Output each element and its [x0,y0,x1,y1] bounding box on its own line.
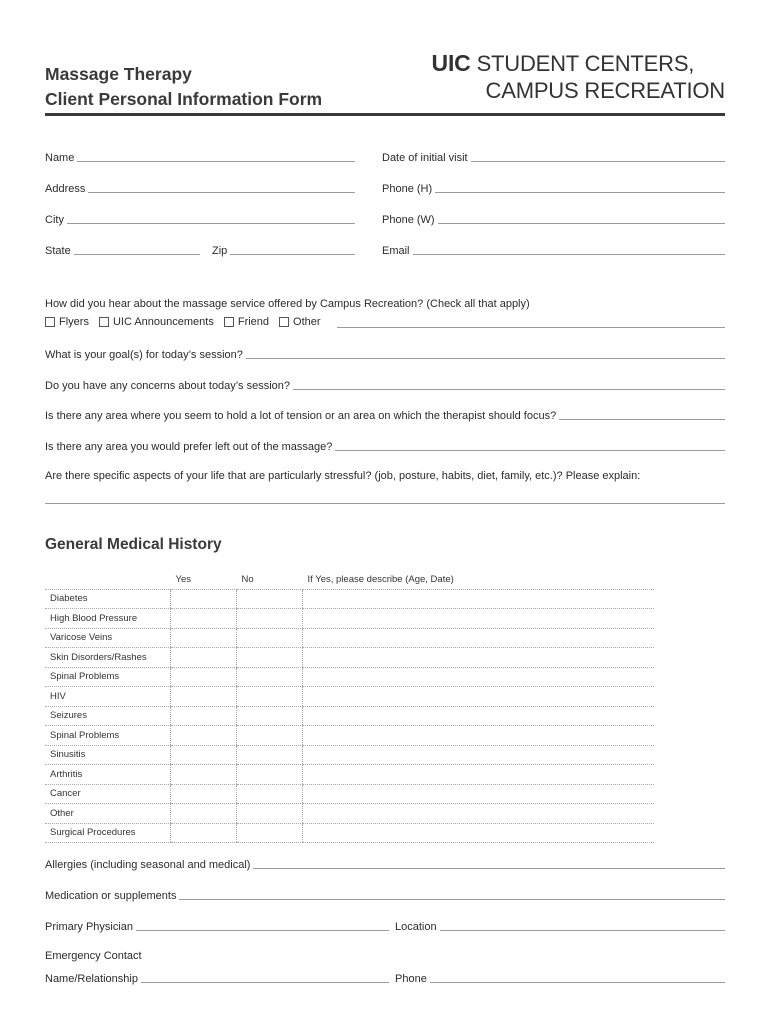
left-out-field[interactable] [45,439,725,453]
condition-cell: High Blood Pressure [45,609,171,629]
goals-line[interactable] [246,358,725,359]
goals-label: What is your goal(s) for today’s session? [45,349,243,361]
title-line-2: Client Personal Information Form [45,89,323,109]
city-label: City [45,214,64,226]
brand-logo [432,50,725,104]
form-title [45,62,322,112]
concerns-field[interactable] [45,378,725,392]
condition-cell: Sinusitis [45,745,171,765]
yes-cell[interactable] [171,745,237,765]
brand-uic: UIC [431,50,471,76]
no-cell[interactable] [237,765,303,785]
title-line-1: Massage Therapy [45,64,192,84]
emergency-phone-label: Phone [395,973,427,985]
no-cell[interactable] [237,745,303,765]
no-cell[interactable] [237,726,303,746]
no-cell[interactable] [237,687,303,707]
tension-line[interactable] [559,419,725,420]
table-row [45,628,654,648]
table-row [45,706,654,726]
concerns-line[interactable] [293,389,725,390]
option-label: UIC Announcements [112,316,214,328]
table-row [45,745,654,765]
stressful-answer-field[interactable] [45,492,725,506]
no-cell[interactable] [237,648,303,668]
goals-field[interactable] [45,347,725,361]
stressful-answer-line[interactable] [45,503,725,504]
state-label: State [45,245,71,257]
table-row [45,589,654,609]
medication-label: Medication or supplements [45,890,177,902]
phone-w-label: Phone (W) [382,214,435,226]
option-friend[interactable] [224,316,269,328]
condition-cell: HIV [45,687,171,707]
describe-cell[interactable] [303,589,655,609]
email-line[interactable] [413,254,725,255]
no-cell[interactable] [237,609,303,629]
physician-label: Primary Physician [45,921,134,933]
city-line[interactable] [67,223,355,224]
table-row [45,765,654,785]
checkbox-icon[interactable] [224,317,234,327]
no-cell[interactable] [237,667,303,687]
tension-field[interactable] [45,408,725,422]
checkbox-icon[interactable] [279,317,289,327]
describe-header: If Yes, please describe (Age, Date) [303,570,655,589]
table-row [45,609,654,629]
table-row [45,667,654,687]
condition-cell: Skin Disorders/Rashes [45,648,171,668]
describe-cell[interactable] [303,628,655,648]
table-row [45,823,654,843]
describe-cell[interactable] [303,745,655,765]
condition-cell: Arthritis [45,765,171,785]
location-label: Location [395,921,437,933]
describe-cell[interactable] [303,823,655,843]
tension-label: Is there any area where you seem to hold a lot of tension or an area on which the therapist should focus? [45,410,557,422]
condition-cell: Seizures [45,706,171,726]
table-row [45,726,654,746]
other-line[interactable] [337,327,725,328]
left-out-line[interactable] [335,450,725,451]
condition-cell: Spinal Problems [45,667,171,687]
yes-cell[interactable] [171,823,237,843]
physician-field[interactable] [45,919,389,933]
option-uic-announcements[interactable] [99,316,214,328]
condition-cell: Varicose Veins [45,628,171,648]
state-line[interactable] [74,254,200,255]
address-field[interactable] [45,181,355,195]
brand-line-1: STUDENT CENTERS, [476,51,695,76]
emergency-phone-line[interactable] [430,982,725,983]
header-divider [45,113,725,116]
date-initial-field[interactable] [382,150,725,164]
no-cell[interactable] [237,628,303,648]
allergies-label: Allergies (including seasonal and medical) [45,859,251,871]
zip-line[interactable] [230,254,355,255]
describe-cell[interactable] [303,687,655,707]
yes-cell[interactable] [171,609,237,629]
left-out-label: Is there any area you would prefer left out of the massage? [45,441,333,453]
no-header: No [237,570,303,589]
describe-cell[interactable] [303,784,655,804]
zip-label: Zip [212,245,228,257]
location-field[interactable] [395,919,725,933]
allergies-line[interactable] [253,868,725,869]
no-cell[interactable] [237,804,303,824]
yes-cell[interactable] [171,667,237,687]
medication-field[interactable] [45,888,725,902]
emergency-contact-label: Emergency Contact [45,950,142,962]
yes-cell[interactable] [171,648,237,668]
email-label: Email [382,245,410,257]
name-line[interactable] [77,161,355,162]
describe-cell[interactable] [303,667,655,687]
condition-cell: Cancer [45,784,171,804]
no-cell[interactable] [237,823,303,843]
city-field[interactable] [45,212,355,226]
yes-cell[interactable] [171,628,237,648]
describe-cell[interactable] [303,609,655,629]
emergency-phone-field[interactable] [395,971,725,985]
yes-cell[interactable] [171,687,237,707]
name-field[interactable] [45,150,355,164]
location-line[interactable] [440,930,725,931]
no-cell[interactable] [237,706,303,726]
yes-cell[interactable] [171,765,237,785]
condition-cell: Diabetes [45,589,171,609]
describe-cell[interactable] [303,804,655,824]
relationship-field[interactable] [45,971,389,985]
date-initial-label: Date of initial visit [382,152,468,164]
condition-cell: Surgical Procedures [45,823,171,843]
option-label: Other [293,316,321,328]
hear-about-question: How did you hear about the massage service offered by Campus Recreation? (Check all that apply) [45,298,530,310]
condition-cell: Spinal Problems [45,726,171,746]
state-field[interactable] [45,243,200,257]
phone-h-label: Phone (H) [382,183,433,195]
checkbox-icon[interactable] [99,317,109,327]
physician-line[interactable] [136,930,389,931]
condition-cell: Other [45,804,171,824]
yes-cell[interactable] [171,589,237,609]
relationship-line[interactable] [141,982,389,983]
medical-history-table [45,570,654,843]
option-other[interactable] [279,316,321,328]
date-initial-line[interactable] [471,161,725,162]
no-cell[interactable] [237,784,303,804]
hear-about-options [45,316,321,328]
brand-line-2: CAMPUS RECREATION [485,78,725,103]
other-line-field[interactable] [337,316,725,330]
table-row [45,687,654,707]
table-row [45,648,654,668]
yes-cell[interactable] [171,804,237,824]
address-label: Address [45,183,86,195]
table-row [45,804,654,824]
no-cell[interactable] [237,589,303,609]
name-label: Name [45,152,75,164]
stressful-question: Are there specific aspects of your life that are particularly stressful? (job, posture, habits, diet, family, etc.)? Please explain: [45,470,641,482]
email-field[interactable] [382,243,725,257]
describe-cell[interactable] [303,648,655,668]
yes-cell[interactable] [171,784,237,804]
yes-cell[interactable] [171,706,237,726]
option-label: Friend [237,316,270,328]
allergies-field[interactable] [45,857,725,871]
describe-cell[interactable] [303,706,655,726]
table-row [45,784,654,804]
phone-h-field[interactable] [382,181,725,195]
option-flyers[interactable] [45,316,89,328]
phone-w-field[interactable] [382,212,725,226]
address-line[interactable] [88,192,355,193]
yes-cell[interactable] [171,726,237,746]
condition-header [45,570,171,589]
table-header-row [45,570,654,589]
phone-h-line[interactable] [435,192,725,193]
describe-cell[interactable] [303,765,655,785]
medical-history-heading: General Medical History [45,536,222,553]
yes-header: Yes [171,570,237,589]
medication-line[interactable] [179,899,725,900]
describe-cell[interactable] [303,726,655,746]
phone-w-line[interactable] [438,223,725,224]
relationship-label: Name/Relationship [45,973,138,985]
checkbox-icon[interactable] [45,317,55,327]
option-label: Flyers [59,316,89,328]
concerns-label: Do you have any concerns about today’s session? [45,380,291,392]
zip-field[interactable] [212,243,355,257]
